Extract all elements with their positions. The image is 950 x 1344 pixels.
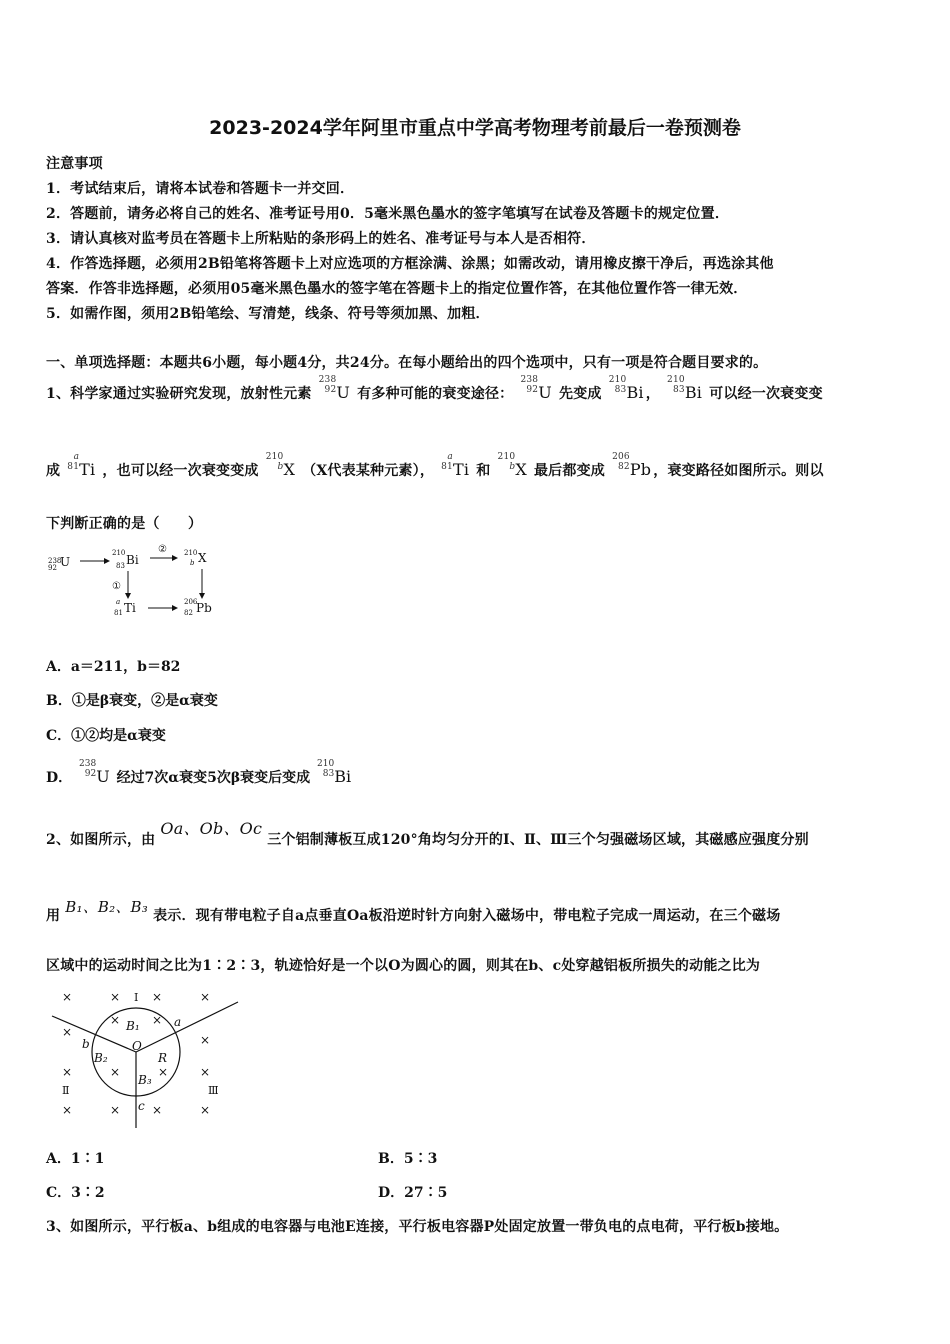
option-c: C．①②均是α衰变 <box>46 728 166 744</box>
option-d: D． 238 92U 经过7次α衰变5次β衰变后变成 210 83Bi <box>46 759 352 786</box>
x-atomic: b <box>190 559 195 567</box>
region-2-label: Ⅱ <box>62 1084 70 1097</box>
b1-label: B₁ <box>126 1019 140 1033</box>
option-d: D．27∶5 <box>378 1185 448 1201</box>
section-heading: 一、单项选择题：本题共6小题，每小题4分，共24分。在每小题给出的四个选项中，只有一项是符合题目要求的。 <box>46 355 768 371</box>
notice-item: 答案．作答非选择题，必须用05毫米黑色墨水的签字笔在答题卡上的指定位置作答，在其他位置作答一律无效． <box>46 281 748 297</box>
region-3-label: Ⅲ <box>208 1084 219 1097</box>
question-3-line1: 3、如图所示，平行板a、b组成的电容器与电池E连接，平行板电容器P处固定放置一带负电的点电荷，平行板b接地。 <box>46 1219 789 1235</box>
bi-atomic: 83 <box>116 562 125 570</box>
page-title: 2023-2024学年阿里市重点中学高考物理考前最后一卷预测卷 <box>209 117 741 139</box>
isotope-u238: 238 92U <box>318 375 351 402</box>
point-a-label: a <box>174 1015 182 1029</box>
question-2-line1: 2、如图所示，由 Oa、Ob、Oc 三个铝制薄板互成120°角均匀分开的Ⅰ、Ⅱ、Ⅲ三个匀强磁场区域，其磁感应强度分别 <box>46 819 809 848</box>
magnetic-field-figure <box>48 986 248 1128</box>
ti-symbol: Ti <box>124 601 136 615</box>
u-atomic: 92 <box>48 564 57 572</box>
cross-mark: × <box>152 990 163 1004</box>
isotope-bi210: 210 83Bi <box>317 759 352 786</box>
cross-mark: × <box>62 1065 73 1079</box>
isotope-bi210: 210 83Bi <box>667 375 703 402</box>
bi-mass: 210 <box>112 549 126 557</box>
pb-atomic: 82 <box>184 609 193 617</box>
b2-label: B₂ <box>94 1051 108 1065</box>
isotope-x: 210 bX <box>497 452 527 479</box>
formula-plates: Oa、Ob、Oc <box>160 819 263 838</box>
option-a: A．a＝211，b＝82 <box>46 659 181 675</box>
option-a: A．1∶1 <box>46 1151 105 1167</box>
question-1-line1: 1、科学家通过实验研究发现，放射性元素 238 92U 有多种可能的衰变途径： 238 92U 先变成 210 83Bi ， 210 83Bi 可以经一次衰变变 <box>46 375 823 402</box>
question-2-line3: 区域中的运动时间之比为1∶2∶3，轨迹恰好是一个以O为圆心的圆，则其在b、c处穿越铝板所损失的动能之比为 <box>46 958 761 974</box>
option-b: B．5∶3 <box>378 1151 438 1167</box>
formula-fields: B₁、B₂、B₃ <box>65 898 148 916</box>
notice-heading: 注意事项 <box>46 156 103 172</box>
arrowhead <box>199 593 205 599</box>
plate-oa <box>136 1002 238 1052</box>
cross-mark: × <box>62 1025 73 1039</box>
isotope-x: 210 bX <box>265 452 296 479</box>
path-2-label: ② <box>158 544 167 555</box>
decay-path-diagram <box>44 541 234 621</box>
cross-mark: × <box>158 1065 169 1079</box>
option-b: B．①是β衰变，②是α衰变 <box>46 693 218 709</box>
isotope-ti: a 81Ti <box>441 452 470 479</box>
cross-mark: × <box>200 1033 211 1047</box>
cross-mark: × <box>200 990 211 1004</box>
arrowhead <box>172 555 178 561</box>
path-1-label: ① <box>112 581 121 592</box>
isotope-u238: 238 92U <box>520 375 552 402</box>
notice-item: 1．考试结束后，请将本试卷和答题卡一并交回． <box>46 181 355 197</box>
b3-label: B₃ <box>138 1073 152 1087</box>
ti-mass: a <box>116 598 121 606</box>
u-mass: 238 <box>48 557 62 565</box>
cross-mark: × <box>200 1103 211 1117</box>
question-2-line2: 用 B₁、B₂、B₃ 表示．现有带电粒子自a点垂直Oa板沿逆时针方向射入磁场中，带电粒子完成一周运动，在三个磁场 <box>46 898 781 924</box>
cross-mark: × <box>110 990 121 1004</box>
cross-mark: × <box>152 1013 163 1027</box>
arrowhead <box>104 558 110 564</box>
arrowhead <box>172 605 178 611</box>
question-1-line3: 下判断正确的是（ ） <box>46 516 203 532</box>
pb-mass: 206 <box>184 598 198 606</box>
center-o-label: O <box>132 1039 142 1053</box>
notice-item: 4．作答选择题，必须用2B铅笔将答题卡上对应选项的方框涂满、涂黑；如需改动，请用橡皮擦干净后，再选涂其他 <box>46 256 774 272</box>
notice-item: 5．如需作图，须用2B铅笔绘、写清楚，线条、符号等须加黑、加粗． <box>46 306 490 322</box>
notice-item: 3．请认真核对监考员在答题卡上所粘贴的条形码上的姓名、准考证号与本人是否相符． <box>46 231 596 247</box>
cross-mark: × <box>152 1103 163 1117</box>
x-mass: 210 <box>184 549 198 557</box>
point-c-label: c <box>138 1099 145 1113</box>
cross-mark: × <box>200 1065 211 1079</box>
cross-mark: × <box>62 1103 73 1117</box>
isotope-pb206: 206 82Pb <box>612 452 652 479</box>
cross-mark: × <box>110 1065 121 1079</box>
cross-mark: × <box>62 990 73 1004</box>
pb-symbol: Pb <box>196 601 212 615</box>
isotope-bi210: 210 83Bi <box>608 375 644 402</box>
option-c: C．3∶2 <box>46 1185 105 1201</box>
radius-label: R <box>158 1051 168 1065</box>
bi-symbol: Bi <box>126 553 139 567</box>
region-1-label: Ⅰ <box>134 991 139 1004</box>
point-b-label: b <box>82 1037 90 1051</box>
isotope-ti: a 81Ti <box>67 452 96 479</box>
cross-mark: × <box>110 1013 121 1027</box>
ti-atomic: 81 <box>114 609 123 617</box>
arrowhead <box>125 593 131 599</box>
cross-mark: × <box>110 1103 121 1117</box>
x-symbol: X <box>198 551 207 565</box>
isotope-u238: 238 92U <box>79 759 110 786</box>
question-1-line2: 成 a 81Ti ，也可以经一次衰变变成 210 bX （X代表某种元素）， a 81Ti 和 210 bX 最后都变成 206 82Pb ，衰变路径如图所示。则以 <box>46 452 824 479</box>
u-symbol: U <box>60 555 71 569</box>
notice-item: 2．答题前，请务必将自己的姓名、准考证号用0．5毫米黑色墨水的签字笔填写在试卷及答题卡的规定位置． <box>46 206 730 222</box>
